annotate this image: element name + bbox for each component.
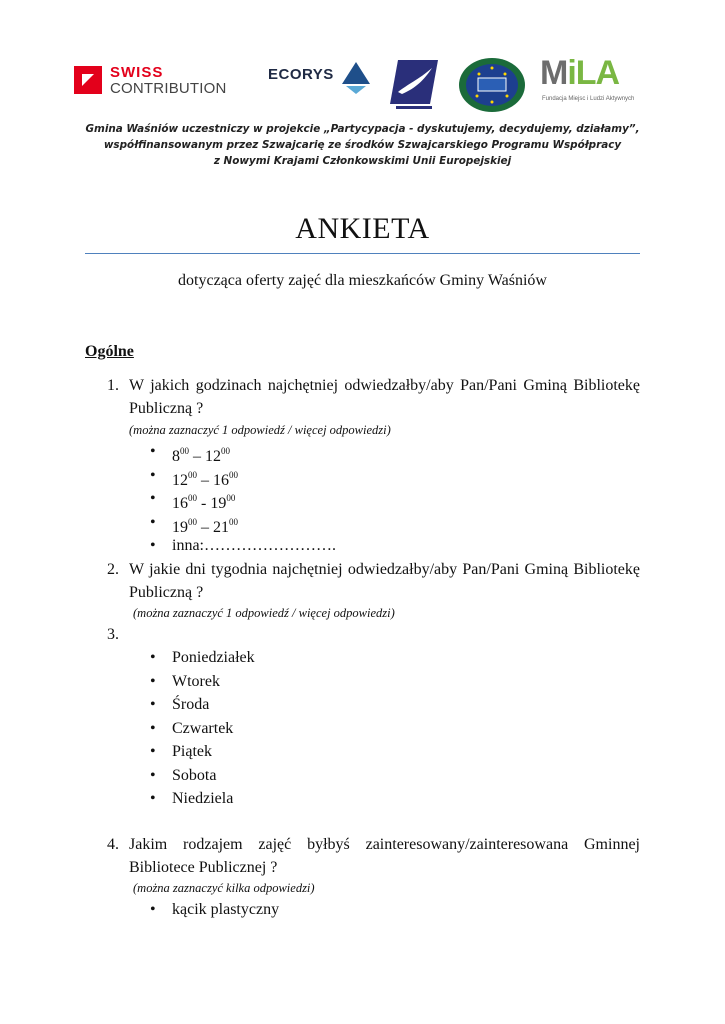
bird-icon — [388, 58, 440, 112]
bird-emblem-logo — [388, 58, 440, 112]
swiss-logo-line2: CONTRIBUTION — [110, 80, 227, 97]
option-friday[interactable]: • Piątek — [150, 740, 255, 764]
intro-line-3: z Nowymi Krajami Członkowskimi Unii Europejskiej — [213, 155, 512, 167]
bullet-icon: • — [150, 649, 156, 666]
ecorys-triangle-icon — [342, 62, 370, 94]
page-subtitle: dotycząca oferty zajęć dla mieszkańców Gminy Waśniów — [178, 272, 547, 289]
balt-seal-icon — [457, 56, 527, 114]
ecorys-logo-text: ECORYS — [268, 66, 334, 83]
swiss-logo-line1: SWISS — [110, 64, 164, 81]
question-1-options — [150, 440, 336, 558]
mila-logo-m: M — [540, 54, 568, 92]
option-wednesday[interactable]: • Środa — [150, 693, 255, 717]
question-text: W jakie dni tygodnia najchętniej odwiedzałby/aby Pan/Pani Gminą Bibliotekę Publiczną ? — [129, 561, 640, 601]
question-number: 2. — [107, 561, 119, 578]
option-time-range[interactable]: • $8^{00} - 12^{00}$ — [150, 440, 336, 464]
bullet-icon: • — [150, 901, 156, 918]
question-2 — [107, 558, 640, 604]
question-text: Jakim rodzajem zajęć byłbyś zainteresowany/zainteresowana Gminnej Bibliotece Publicznej ? — [129, 836, 640, 876]
question-text: W jakich godzinach najchętniej odwiedzałby/aby Pan/Pani Gminą Bibliotekę Publiczną ? — [129, 377, 640, 417]
bullet-icon: • — [150, 719, 156, 737]
ecorys-logo — [268, 62, 372, 96]
question-4-note: (można zaznaczyć kilka odpowiedzi) — [133, 881, 315, 895]
balt-logo — [457, 56, 527, 114]
page-title: ANKIETA — [295, 212, 430, 245]
section-heading: Ogólne — [85, 343, 134, 360]
intro-line-1: Gmina Waśniów uczestniczy w projekcie „Partycypacja - dyskutujemy, decydujemy, działamy”, — [85, 123, 640, 135]
question-4 — [107, 833, 640, 879]
project-intro — [40, 121, 685, 169]
bullet-icon: • — [150, 513, 156, 531]
mila-logo — [540, 54, 636, 108]
option-other[interactable]: • inna:……………………. — [150, 534, 336, 558]
mila-logo-text — [540, 54, 619, 93]
option-time-range[interactable]: • $12^{00} - 16^{00}$ — [150, 464, 336, 488]
question-3-options — [150, 646, 255, 811]
bullet-icon: • — [150, 443, 156, 460]
swiss-flag-icon — [74, 66, 102, 94]
option-saturday[interactable]: • Sobota — [150, 764, 255, 788]
question-1-note: (można zaznaczyć 1 odpowiedź / więcej odpowiedzi) — [129, 423, 391, 437]
question-2-note: (można zaznaczyć 1 odpowiedź / więcej odpowiedzi) — [133, 606, 395, 620]
option-tuesday[interactable]: • Wtorek — [150, 670, 255, 694]
bullet-icon: • — [150, 672, 156, 690]
bullet-icon: • — [150, 766, 156, 784]
option-time-range[interactable]: • $16^{00} - 19^{00}$ — [150, 487, 336, 511]
question-number: 4. — [107, 836, 119, 853]
option-sunday[interactable]: • Niedziela — [150, 787, 255, 811]
option-monday[interactable]: • Poniedziałek — [150, 646, 255, 670]
mila-logo-la: LA — [575, 54, 620, 92]
question-4-options — [150, 898, 279, 922]
bullet-icon: • — [150, 490, 156, 507]
logo-strip — [72, 56, 662, 116]
swiss-contribution-logo — [72, 64, 232, 100]
question-number: 1. — [107, 377, 119, 394]
intro-line-2: współfinansowanym przez Szwajcarię ze środków Szwajcarskiego Programu Współpracy — [103, 139, 622, 151]
mila-logo-i: i — [567, 54, 576, 92]
question-number: 3. — [107, 626, 119, 643]
bullet-icon: • — [150, 790, 156, 807]
option-art-corner[interactable]: • kącik plastyczny — [150, 898, 279, 922]
bullet-icon: • — [150, 537, 156, 554]
mila-logo-subtitle: Fundacja Miejsc i Ludzi Aktywnych — [542, 96, 635, 102]
question-1 — [107, 374, 640, 420]
bullet-icon: • — [150, 466, 156, 484]
option-time-range[interactable]: • $19^{00} - 21^{00}$ — [150, 511, 336, 535]
bullet-icon: • — [150, 696, 156, 713]
option-thursday[interactable]: • Czwartek — [150, 717, 255, 741]
bullet-icon: • — [150, 743, 156, 760]
title-divider — [85, 253, 640, 254]
